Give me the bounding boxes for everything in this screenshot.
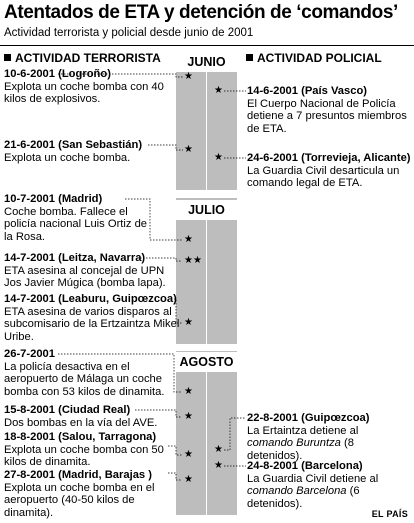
event-date: 21-6-2001 (San Sebastián)	[4, 139, 143, 151]
event-date: 10-6-2001 (Logroño)	[4, 68, 111, 80]
month-label-august: AGOSTO	[176, 352, 237, 372]
event-terrorist	[4, 293, 180, 343]
comando-name: comando Buruntza	[247, 437, 341, 449]
event-date: 26-7-2001	[4, 348, 56, 360]
event-date: 14-6-2001 (País Vasco)	[247, 85, 368, 97]
event-text: Coche bomba. Fallece el policía nacional Luis Ortiz de la Rosa.	[4, 205, 148, 243]
event-date: 24-8-2001 (Barcelona)	[247, 460, 363, 472]
event-text-part: (6 detenidos).	[247, 485, 360, 510]
star-marker-icon: ★	[214, 85, 223, 96]
star-marker-icon: ★	[184, 317, 193, 328]
event-text: ETA asesina de varios disparos al subcomisario de la Ertzaintza Mikel Uribe.	[4, 305, 180, 343]
timeline-axis-august	[206, 371, 207, 515]
event-text: El Cuerpo Nacional de Policía detiene a 7 presuntos miembros de ETA.	[247, 97, 407, 135]
month-label-july: JULIO	[176, 200, 237, 220]
event-terrorist	[4, 68, 172, 106]
star-marker-icon: ★	[184, 144, 193, 155]
event-text-part: La Ertaintza detiene al	[247, 424, 359, 437]
event-text	[247, 425, 407, 463]
event-text: Explota un coche bomba en el aeropuerto (40-50 kilos de dinamita).	[4, 481, 155, 519]
event-text-part: (8 detenidos).	[247, 437, 354, 462]
star-marker-icon: ★	[184, 474, 193, 485]
column-header-police-label: ACTIVIDAD POLICIAL	[257, 51, 382, 65]
event-date: 10-7-2001 (Madrid)	[4, 193, 103, 205]
event-terrorist	[4, 139, 172, 164]
event-date: 27-8-2001 (Madrid, Barajas )	[4, 469, 152, 481]
event-police	[247, 152, 412, 190]
event-text-part: La Guardia Civil detiene al	[247, 472, 379, 485]
event-text	[247, 473, 407, 511]
event-terrorist	[4, 404, 176, 429]
event-text: Explota un coche bomba con 50 kilos de dinamita.	[4, 443, 164, 468]
event-text: Explota un coche bomba.	[4, 151, 131, 164]
event-date: 22-8-2001 (Guipœzcoa)	[247, 412, 370, 424]
square-bullet-icon	[4, 54, 11, 61]
star-marker-icon: ★	[214, 152, 223, 163]
event-date: 14-7-2001 (Leaburu, Guipœzcoa)	[4, 293, 177, 305]
event-terrorist	[4, 252, 180, 290]
timeline-axis-june	[206, 72, 207, 190]
event-police	[247, 412, 407, 462]
column-header-terrorist-label: ACTIVIDAD TERRORISTA	[15, 51, 161, 65]
event-terrorist	[4, 431, 172, 469]
event-text: La policía desactiva en el aeropuerto de Málaga un coche bomba con 53 kilos de dinamita.	[4, 360, 165, 398]
star-marker-icon: ★	[184, 411, 193, 422]
star-marker-icon: ★	[193, 255, 202, 266]
event-terrorist	[4, 469, 184, 519]
header-divider	[0, 45, 414, 46]
event-text: La Guardia Civil desarticula un comando legal de ETA.	[247, 164, 400, 189]
star-marker-icon: ★	[184, 71, 193, 82]
event-terrorist	[4, 348, 176, 398]
event-date: 14-7-2001 (Leitza, Navarra)	[4, 252, 146, 264]
event-police	[247, 460, 407, 510]
star-marker-icon: ★	[184, 449, 193, 460]
page-subtitle: Actividad terrorista y policial desde junio de 2001	[4, 27, 254, 39]
event-terrorist	[4, 193, 154, 243]
star-marker-icon: ★	[214, 444, 223, 455]
event-police	[247, 85, 407, 135]
source-credit: EL PAÍS	[371, 509, 408, 519]
event-text: Dos bombas en la vía del AVE.	[4, 416, 158, 429]
comando-name: comando Barcelona	[247, 485, 347, 497]
column-header-terrorist	[4, 51, 161, 65]
event-date: 18-8-2001 (Salou, Tarragona)	[4, 431, 157, 443]
event-date: 15-8-2001 (Ciudad Real)	[4, 404, 131, 416]
event-text: Explota un coche bomba con 40 kilos de explosivos.	[4, 80, 164, 105]
star-marker-icon: ★	[184, 255, 193, 266]
timeline-axis-july	[206, 218, 207, 344]
column-header-police	[246, 51, 382, 65]
event-date: 24-6-2001 (Torrevieja, Alicante)	[247, 152, 411, 164]
month-label-june: JUNIO	[176, 52, 237, 72]
star-marker-icon: ★	[184, 386, 193, 397]
event-text: ETA asesina al concejal de UPN Jos Javier Múgica (bomba lapa).	[4, 264, 166, 289]
star-marker-icon: ★	[184, 234, 193, 245]
page-title: Atentados de ETA y detención de ‘comandos’	[4, 2, 398, 23]
star-marker-icon: ★	[214, 460, 223, 471]
square-bullet-icon	[246, 54, 253, 61]
